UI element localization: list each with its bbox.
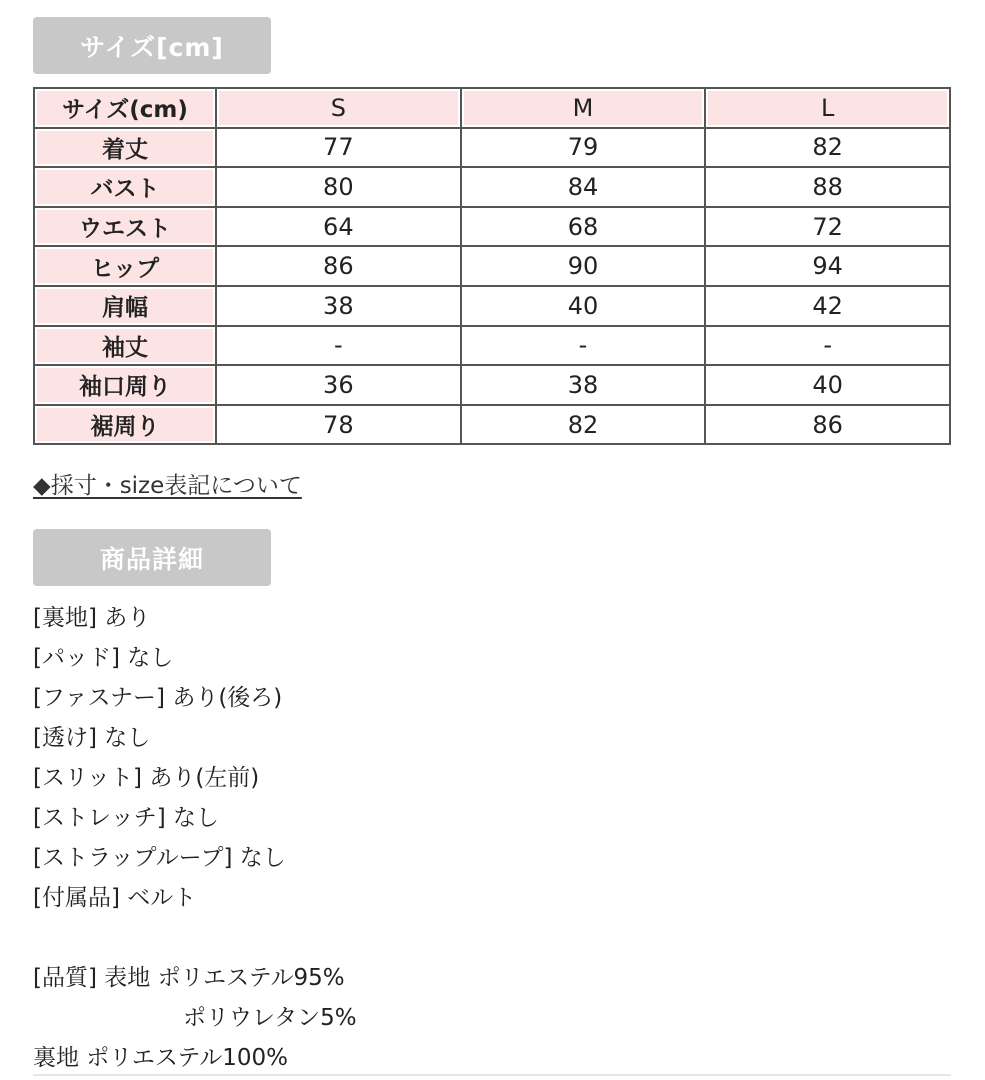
table-cell: 38 (216, 286, 461, 326)
row-label: バスト (34, 167, 216, 207)
row-label: ヒップ (34, 246, 216, 286)
row-label: 着丈 (34, 128, 216, 168)
detail-zipper: [ファスナー] あり(後ろ) (33, 685, 283, 711)
row-label: 肩幅 (34, 286, 216, 326)
table-cell: 78 (216, 405, 461, 445)
table-cell: 36 (216, 365, 461, 405)
material-lining: 裏地 ポリエステル100% (33, 1045, 288, 1071)
table-row (34, 207, 950, 247)
row-label: ウエスト (34, 207, 216, 247)
detail-accessories: [付属品] ベルト (33, 885, 197, 911)
size-section-title: サイズ[cm] (33, 17, 271, 74)
product-details-title: 商品詳細 (33, 529, 271, 586)
table-row (34, 167, 950, 207)
detail-slit: [スリット] あり(左前) (33, 765, 260, 791)
table-cell: 80 (216, 167, 461, 207)
divider (33, 1074, 951, 1076)
size-column-m: M (461, 88, 706, 128)
detail-lining: [裏地] あり (33, 605, 151, 631)
table-cell: 42 (705, 286, 950, 326)
table-cell: 40 (461, 286, 706, 326)
table-cell: 82 (461, 405, 706, 445)
detail-sheerness: [透け] なし (33, 725, 151, 751)
table-cell: 82 (705, 128, 950, 168)
detail-pad: [パッド] なし (33, 645, 174, 671)
table-cell: 90 (461, 246, 706, 286)
table-cell: 77 (216, 128, 461, 168)
row-label: 裾周り (34, 405, 216, 445)
table-corner-label: サイズ(cm) (34, 88, 216, 128)
table-cell: 84 (461, 167, 706, 207)
table-header-row (34, 88, 950, 128)
material-outer-secondary: ポリウレタン5% (183, 1005, 357, 1031)
table-row (34, 128, 950, 168)
detail-strap-loop: [ストラップループ] なし (33, 845, 286, 871)
table-row (34, 405, 950, 445)
table-cell: 72 (705, 207, 950, 247)
row-label: 袖口周り (34, 365, 216, 405)
table-cell: - (705, 326, 950, 366)
size-table (33, 87, 951, 445)
table-cell: 79 (461, 128, 706, 168)
table-cell: 40 (705, 365, 950, 405)
detail-stretch: [ストレッチ] なし (33, 805, 220, 831)
table-cell: 86 (216, 246, 461, 286)
table-row (34, 246, 950, 286)
table-cell: 68 (461, 207, 706, 247)
size-guide-link[interactable]: ◆採寸・size表記について (33, 473, 302, 499)
product-details-list (33, 598, 933, 1078)
table-cell: - (461, 326, 706, 366)
table-cell: - (216, 326, 461, 366)
row-label: 袖丈 (34, 326, 216, 366)
spacer (33, 918, 933, 958)
size-column-s: S (216, 88, 461, 128)
table-cell: 94 (705, 246, 950, 286)
table-cell: 38 (461, 365, 706, 405)
table-row (34, 326, 950, 366)
table-cell: 64 (216, 207, 461, 247)
size-column-l: L (705, 88, 950, 128)
table-cell: 86 (705, 405, 950, 445)
material-outer: [品質] 表地 ポリエステル95% (33, 965, 345, 991)
table-row (34, 286, 950, 326)
table-row (34, 365, 950, 405)
table-cell: 88 (705, 167, 950, 207)
